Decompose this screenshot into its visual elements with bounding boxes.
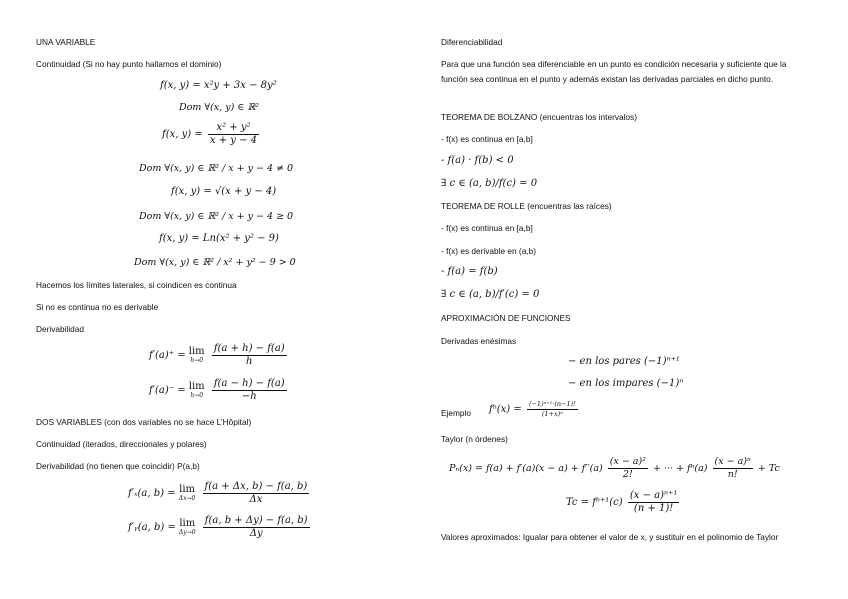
limit-operator: lim Δx→0 <box>178 483 196 502</box>
heading-diferenciabilidad: Diferenciabilidad <box>441 37 503 47</box>
valores-text: Valores aproximados: Igualar para obtener el valor de x, y sustituir en el polinomio de Taylor <box>441 532 779 542</box>
fraction: $\frac{\text{(x − a)ⁿ}}{n!}$ <box>714 456 751 480</box>
fraction: $\frac{\text{(x − a)ⁿ⁺¹}}{(n + 1)!}$ <box>629 490 678 514</box>
ejemplo-formula: fⁿ(x) = $\frac{\text{(−1)ⁿ⁺¹·(n−1)!}}{\text{(1+x)ⁿ}}$ <box>489 400 576 418</box>
pares-formula: − en los pares (−1)ⁿ⁺¹ <box>568 356 680 367</box>
bolzano-cond-1: - f(x) es continua en [a,b] <box>441 134 533 144</box>
impares-formula: − en los impares (−1)ⁿ <box>568 378 684 389</box>
diferenciabilidad-text: Para que una función sea diferenciable en un punto es condición necesaria y suficiente que la función sea continua en el punto y además existan las derivadas parciales en dicho punto. <box>441 59 787 84</box>
limites-text: Hacemos los límites laterales, si coindicen es continua <box>36 280 237 290</box>
limit-operator: lim h→0 <box>188 380 205 399</box>
taylor-label: Taylor (n órdenes) <box>441 434 508 444</box>
formula-f2: f(x, y) = $\frac{\text{x² + y²}}{x + y - 4}$ <box>162 122 258 146</box>
heading-rolle: TEOREMA DE ROLLE (encuentras las raíces) <box>441 201 612 211</box>
derivative-minus: f′(a)⁻ = lim h→0 $\frac{f(a - h) - f(a)}{-h}$ <box>149 378 285 402</box>
rolle-cond-4: ∃ c ∈ (a, b)/f′(c) = 0 <box>441 289 540 300</box>
limit-operator: lim h→0 <box>188 345 205 364</box>
rolle-cond-2: - f(x) es derivable en (a,b) <box>441 246 536 256</box>
derivabilidad-label: Derivabilidad <box>36 324 84 334</box>
rolle-cond-1: - f(x) es continua en [a,b] <box>441 223 533 233</box>
limit-operator: lim Δy→0 <box>179 517 196 536</box>
domain-3: Dom ∀(x, y) ∈ ℝ² / x + y − 4 ≥ 0 <box>139 211 294 222</box>
heading-aproximacion: APROXIMACIÓN DE FUNCIONES <box>441 313 571 323</box>
heading-una-variable: UNA VARIABLE <box>36 37 96 47</box>
fraction: $\frac{\text{(x − a)²}}{2!}$ <box>609 456 646 480</box>
fraction: $\frac{\text{x² + y²}}{x + y - 4}$ <box>209 122 258 146</box>
domain-4: Dom ∀(x, y) ∈ ℝ² / x² + y² − 9 > 0 <box>134 257 296 268</box>
fraction: $\frac{f(a + \Delta x, b) - f(a, b)}{\Delta x}$ <box>204 481 308 505</box>
bolzano-cond-2: - f(a) · f(b) < 0 <box>441 155 514 166</box>
rolle-cond-3: - f(a) = f(b) <box>441 266 498 277</box>
domain-2: Dom ∀(x, y) ∈ ℝ² / x + y − 4 ≠ 0 <box>139 163 294 174</box>
formula-f1: f(x, y) = x²y + 3x − 8y² <box>160 80 277 91</box>
derivative-plus: f′(a)⁺ = lim h→0 $\frac{f(a + h) - f(a)}{h}$ <box>149 343 285 367</box>
formula-f3: f(x, y) = √(x + y − 4) <box>171 186 277 197</box>
domain-1: Dom ∀(x, y) ∈ ℝ² <box>179 102 260 113</box>
ejemplo-label: Ejemplo <box>441 408 471 418</box>
partial-y: f′ᵧ(a, b) = lim Δy→0 $\frac{f(a, b + \Delta y) - f(a, b)}{\Delta y}$ <box>128 515 308 539</box>
no-continua-text: Si no es continua no es derivable <box>36 302 159 312</box>
fraction: $\frac{\text{(−1)ⁿ⁺¹·(n−1)!}}{\text{(1+x)ⁿ}}$ <box>528 400 576 418</box>
heading-dos-variables: DOS VARIABLES (con dos variables no se hace L’Hôpital) <box>36 417 252 427</box>
derivabilidad2-label: Derivabilidad (no tienen que coincidir) P(a,b) <box>36 461 200 471</box>
formula-f4: f(x, y) = Ln(x² + y² − 9) <box>159 233 279 244</box>
bolzano-cond-3: ∃ c ∈ (a, b)/f(c) = 0 <box>441 178 538 189</box>
taylor-polynomial: Pₙ(x) = f(a) + f′(a)(x − a) + f′′(a) $\frac{\text{(x − a)²}}{2!}$ + ··· + fⁿ(a) $\frac{\text{(x − a)ⁿ}}{n!}$ + Tc <box>449 456 780 480</box>
continuidad2-label: Continuidad (iterados, direccionales y polares) <box>36 439 207 449</box>
partial-x: f′ₓ(a, b) = lim Δx→0 $\frac{f(a + \Delta x, b) - f(a, b)}{\Delta x}$ <box>128 481 308 505</box>
fraction: $\frac{f(a - h) - f(a)}{-h}$ <box>213 378 285 402</box>
taylor-remainder: Tc = fⁿ⁺¹(c) $\frac{\text{(x − a)ⁿ⁺¹}}{(n + 1)!}$ <box>566 490 678 514</box>
enesimas-label: Derivadas enésimas <box>441 336 517 346</box>
continuidad-label: Continuidad (Si no hay punto hallamos el dominio) <box>36 59 222 69</box>
fraction: $\frac{f(a, b + \Delta y) - f(a, b)}{\Delta y}$ <box>204 515 308 539</box>
heading-bolzano: TEOREMA DE BOLZANO (encuentras los intervalos) <box>441 112 637 122</box>
fraction: $\frac{f(a + h) - f(a)}{h}$ <box>213 343 285 367</box>
